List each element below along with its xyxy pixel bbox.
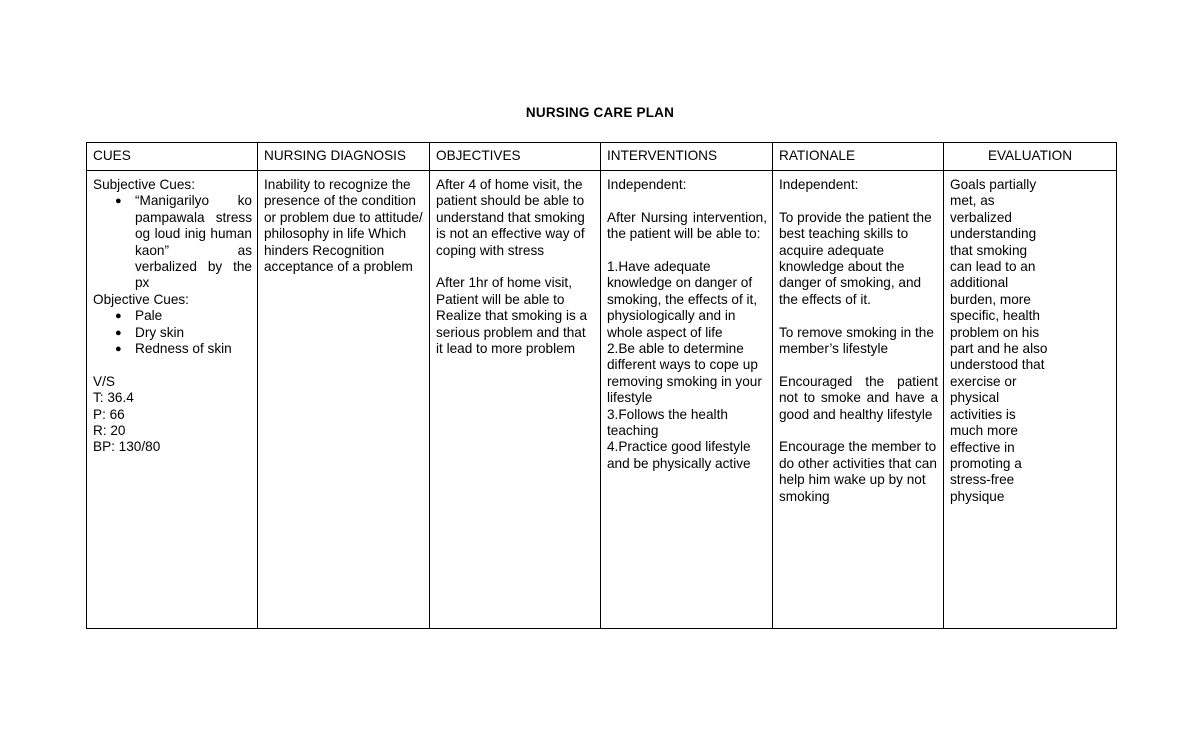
objectives-cell bbox=[430, 171, 601, 629]
objective-text: After 4 of home visit, the patient should be able to understand that smoking is not an effective way of coping with stress bbox=[436, 177, 589, 258]
bullet-icon: ● bbox=[115, 195, 122, 208]
vital-sign-temperature: T: 36.4 bbox=[93, 390, 134, 406]
vital-sign-blood-pressure: BP: 130/80 bbox=[93, 439, 161, 455]
objective-cues-label: Objective Cues: bbox=[93, 291, 189, 307]
header-objectives: OBJECTIVES bbox=[430, 143, 601, 171]
interventions-cell bbox=[601, 171, 773, 629]
bullet-icon: ● bbox=[115, 326, 122, 339]
subjective-cues-list bbox=[93, 193, 252, 291]
bullet-icon: ● bbox=[115, 310, 122, 323]
header-evaluation: EVALUATION bbox=[944, 143, 1117, 171]
header-row bbox=[87, 143, 1117, 171]
intervention-item: 4.Practice good lifestyle and be physically active bbox=[607, 439, 755, 471]
subjective-cues-label: Subjective Cues: bbox=[93, 177, 196, 192]
diagnosis-text: Inability to recognize the presence of the condition or problem due to attitude/ philosophy in life Which hinders Recognition acceptance of a problem bbox=[264, 177, 427, 275]
objective-cue-text: Pale bbox=[135, 308, 163, 324]
intervention-item: 3.Follows the health teaching bbox=[607, 406, 732, 439]
document-title: NURSING CARE PLAN bbox=[525, 105, 675, 120]
list-item bbox=[93, 193, 252, 291]
objective-text: After 1hr of home visit, Patient will be able to Realize that smoking is a serious problem and that it lead to more problem bbox=[436, 275, 591, 357]
list-item bbox=[93, 341, 252, 357]
evaluation-cell bbox=[944, 171, 1117, 629]
header-cues: CUES bbox=[87, 143, 258, 171]
rationale-label: Independent: bbox=[779, 177, 859, 192]
vital-sign-respiration: R: 20 bbox=[93, 423, 126, 439]
vital-sign-pulse: P: 66 bbox=[93, 406, 125, 422]
objective-cue-text: Dry skin bbox=[135, 324, 185, 340]
interventions-label: Independent: bbox=[607, 177, 687, 192]
diagnosis-cell bbox=[258, 171, 430, 629]
rationale-item: To provide the patient the best teaching skills to acquire adequate knowledge about the danger of smoking, and the effects of it. bbox=[779, 209, 936, 307]
header-interventions: INTERVENTIONS bbox=[601, 143, 773, 171]
list-item bbox=[93, 325, 252, 341]
intervention-item: 2.Be able to determine different ways to cope up removing smoking in your lifestyle bbox=[607, 341, 766, 406]
cues-cell bbox=[87, 171, 258, 629]
rationale-cell bbox=[773, 171, 944, 629]
interventions-intro: After Nursing intervention, the patient will be able to: bbox=[607, 209, 771, 242]
evaluation-text: Goals partially met, as verbalized understanding that smoking can lead to an additional burden, more specific, health problem on his part and he also understood that exercise or physical activities is much more effective in promoting a stress-free physique bbox=[950, 177, 1052, 504]
rationale-item: Encouraged the patient not to smoke and have a good and healthy lifestyle bbox=[779, 373, 942, 422]
objective-cue-text: Redness of skin bbox=[135, 341, 232, 357]
list-item bbox=[93, 308, 252, 324]
header-rationale: RATIONALE bbox=[773, 143, 944, 171]
rationale-item: To remove smoking in the member’s lifestyle bbox=[779, 324, 938, 357]
bullet-icon: ● bbox=[115, 343, 122, 356]
content-row bbox=[87, 171, 1117, 629]
objective-cues-list bbox=[93, 308, 252, 357]
header-nursing-diagnosis: NURSING DIAGNOSIS bbox=[258, 143, 430, 171]
rationale-item: Encourage the member to do other activities that can help him wake up by not smoking bbox=[779, 439, 941, 504]
care-plan-table bbox=[86, 142, 1117, 629]
vital-signs-label: V/S bbox=[93, 373, 115, 389]
intervention-item: 1.Have adequate knowledge on danger of smoking, the effects of it, physiologically and in whole aspect of life bbox=[607, 259, 761, 340]
subjective-cue-text: “Manigarilyo ko pampawala stress og loud inig human kaon” as verbalized by the px bbox=[135, 193, 252, 291]
